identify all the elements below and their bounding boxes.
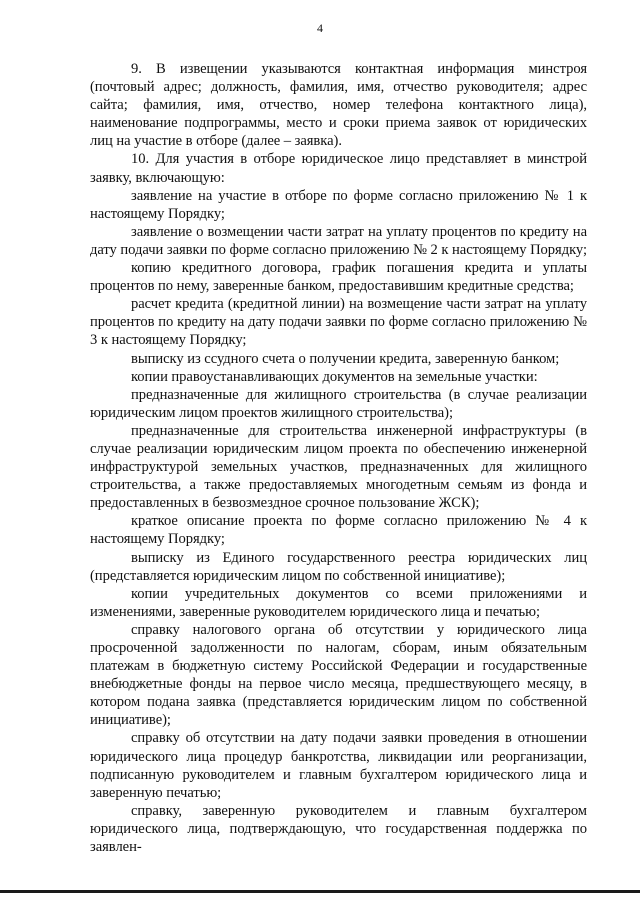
list-item: заявление на участие в отборе по форме согласно приложению № 1 к настоящему Порядку; xyxy=(90,187,587,222)
list-item: копии правоустанавливающих документов на земельные участки: xyxy=(131,368,538,385)
paragraph-9: 9. В извещении указываются контактная информация минстроя (почтовый адрес; должность, фамилия, имя, отчество руководителя; адрес сайта; фамилия, имя, отчество, номер телефона контактного лица), наименование подпрограммы, место и сроки приема заявок от юридических лиц на участие в отборе (далее – заявка). xyxy=(90,61,587,150)
list-item: предназначенные для строительства инженерной инфраструктуры (в случае реализации юридическим лицом проекта по обеспечению инженерной инфраструктурой земельных участков, предназначенных для жилищного строительства, а также предоставляемых многодетным семьям из фонда и предоставленных в безвозмездное срочное пользование ЖСК); xyxy=(90,422,587,512)
list-item: выписку из Единого государственного реестра юридических лиц (представляется юридическим лицом по собственной инициативе); xyxy=(90,549,587,584)
bottom-border-line xyxy=(0,890,640,893)
list-item: справку, заверенную руководителем и главным бухгалтером юридического лица, подтверждающую, что государственная поддержка по заявлен- xyxy=(90,802,587,856)
document-body xyxy=(90,60,587,856)
paragraph-10: 10. Для участия в отборе юридическое лицо представляет в минстрой заявку, включающую: xyxy=(90,151,587,186)
list-item: расчет кредита (кредитной линии) на возмещение части затрат на уплату процентов по кредиту на дату подачи заявки по форме согласно приложению № 3 к настоящему Порядку; xyxy=(90,296,587,349)
list-item: выписку из ссудного счета о получении кредита, заверенную банком; xyxy=(131,350,560,367)
list-item: предназначенные для жилищного строительства (в случае реализации юридическим лицом проектов жилищного строительства); xyxy=(90,386,587,421)
list-item: заявление о возмещении части затрат на уплату процентов по кредиту на дату подачи заявки по форме согласно приложению № 2 к настоящему Порядку; xyxy=(90,223,587,258)
list-item: справку об отсутствии на дату подачи заявки проведения в отношении юридического лица процедур банкротства, ликвидации или реорганизации, подписанную руководителем и главным бухгалтером юридического лица и заверенную печатью; xyxy=(90,730,587,801)
list-item: копию кредитного договора, график погашения кредита и уплаты процентов по нему, заверенные банком, предоставившим кредитные средства; xyxy=(90,260,587,295)
page-number: 4 xyxy=(317,21,323,35)
list-item: копии учредительных документов со всеми приложениями и изменениями, заверенные руководителем юридического лица и печатью; xyxy=(90,585,587,620)
list-item: краткое описание проекта по форме согласно приложению № 4 к настоящему Порядку; xyxy=(90,513,587,548)
list-item: справку налогового органа об отсутствии у юридического лица просроченной задолженности по налогам, сборам, иным обязательным платежам в бюджетную систему Российской Федерации и государственные внебюджетные фонды на первое число месяца, предшествующего месяцу, в котором подана заявка (представляется юридическим лицом по собственной инициативе); xyxy=(90,621,587,729)
